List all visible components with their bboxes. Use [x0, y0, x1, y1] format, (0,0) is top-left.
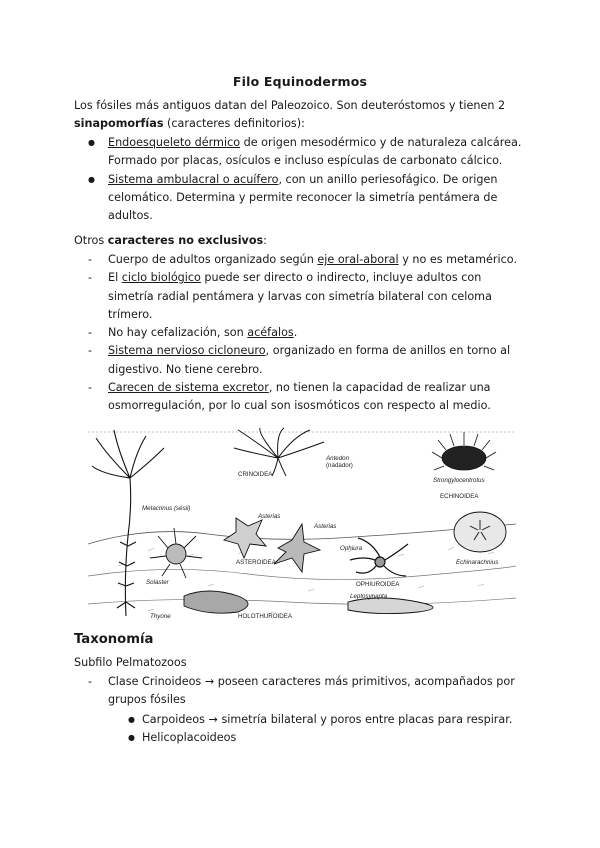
- label-solaster: Solaster: [146, 579, 169, 586]
- item-term: ciclo biológico: [121, 271, 201, 285]
- item-pre: El: [108, 271, 122, 285]
- intro-bold-term: sinapomorfías: [74, 117, 164, 131]
- intro-line-1: Los fósiles más antiguos datan del Paleozoico. Son deuteróstomos y tienen 2: [74, 99, 506, 112]
- list-item: [88, 251, 528, 269]
- list-item: ● Helicoplacoideos: [128, 729, 548, 747]
- others-suffix: :: [263, 234, 267, 247]
- sand-dollar-drawing: [454, 512, 506, 552]
- holothurian-drawing: [184, 591, 433, 614]
- others-bold: caracteres no exclusivos: [107, 234, 264, 247]
- antedon-drawing: [234, 428, 324, 476]
- list-item: [88, 134, 528, 171]
- list-item: [88, 269, 528, 324]
- item-term: acéfalos: [247, 326, 294, 340]
- item-post: , no tienen la capacidad de realizar una osmorregulación, por lo cual son isosmóticos con respecto al medio.: [108, 381, 491, 413]
- list-item: ● Carpoideos → simetría bilateral y poros entre placas para respirar.: [128, 711, 548, 729]
- item-term: Sistema nervioso cicloneuro: [108, 344, 266, 358]
- item-post: , organizado en forma de anillos en torno al digestivo. No tiene cerebro.: [108, 344, 511, 376]
- label-strongylocentrotus: Strongylocentrotus: [433, 477, 485, 484]
- fossil-group-list: [128, 711, 548, 748]
- list-item: [88, 324, 528, 342]
- item-term: eje oral-aboral: [317, 253, 399, 266]
- label-ophiura: Ophiura: [340, 545, 363, 552]
- subphylum-line: Subfilo Pelmatozoos: [74, 656, 187, 669]
- metacrinus-drawing: [92, 430, 164, 616]
- label-echinarachnius: Echinarachnius: [456, 559, 499, 566]
- item-post: .: [293, 326, 298, 340]
- list-item: - Clase Crinoideos → poseen caracteres más primitivos, acompañados por grupos fósiles: [88, 673, 528, 710]
- label-asteroidea: ASTEROIDEA: [236, 559, 276, 566]
- item-term: Sistema ambulacral o acuífero: [108, 172, 279, 186]
- list-item: [88, 171, 528, 226]
- item-pre: No hay cefalización, son: [108, 326, 248, 340]
- item-term: Endoesqueleto dérmico: [108, 136, 241, 149]
- label-leptosynapta: Leptosynapta: [350, 593, 388, 600]
- label-holothuroidea: HOLOTHUROIDEA: [238, 613, 292, 620]
- item-post: y no es metamérico.: [398, 253, 517, 266]
- item-post: puede ser directo o indirecto, incluye adultos con simetría radial pentámera y larvas con simetría bilateral con celoma trímero.: [108, 271, 492, 321]
- label-asterias-1: Asterias: [258, 513, 281, 520]
- ophiura-drawing: [350, 538, 408, 576]
- intro-paragraph: [74, 97, 534, 134]
- label-crinoidea: CRINOIDEA: [238, 471, 273, 478]
- item-text: de origen mesodérmico y de naturaleza calcárea. Formado por placas, osículos e incluso espículas de carbonato cálcico.: [108, 136, 522, 168]
- item-text: , con un anillo periesofágico. De origen celomático. Determina y permite reconocer la simetría pentámera de adultos.: [108, 172, 498, 223]
- label-antedon: Antedon: [326, 455, 350, 462]
- page-title: Filo Equinodermos: [232, 74, 368, 89]
- intro-line-2: (caracteres definitorios):: [163, 117, 305, 131]
- label-nadador: (nadador): [326, 462, 353, 469]
- echinoderm-illustration: [88, 426, 516, 621]
- label-asterias-2: Asterias: [314, 523, 337, 530]
- item-term: Carecen de sistema excretor: [108, 381, 269, 395]
- label-ophiuroidea: OPHIUROIDEA: [356, 581, 400, 588]
- solaster-drawing: [150, 528, 202, 578]
- taxonomy-heading: Taxonomía: [74, 632, 154, 647]
- label-thyone: Thyone: [150, 613, 171, 620]
- label-metacrinus: Metacrinus (sésil): [142, 505, 191, 512]
- list-item: [88, 379, 528, 416]
- class-list: [88, 673, 528, 710]
- other-characters-list: [88, 251, 528, 416]
- others-heading: [74, 232, 267, 250]
- list-item: [88, 342, 528, 379]
- synapomorphy-list: [88, 134, 528, 225]
- item-pre: Cuerpo de adultos organizado según: [108, 253, 318, 266]
- illustration-svg: [88, 426, 516, 621]
- urchin-drawing: [432, 432, 496, 470]
- label-echinoidea: ECHINOIDEA: [440, 493, 479, 500]
- others-prefix: Otros: [74, 234, 108, 247]
